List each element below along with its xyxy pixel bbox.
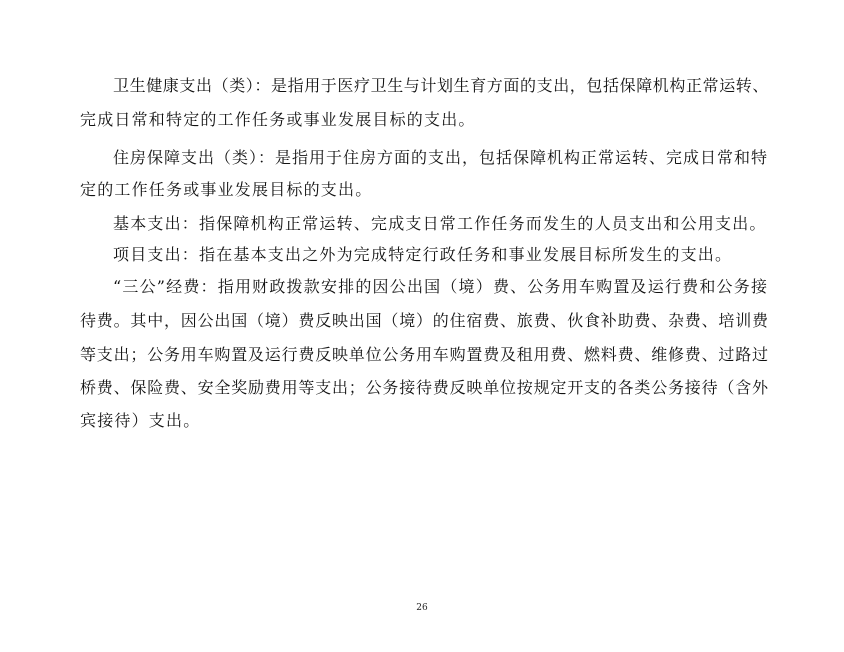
paragraph-health-expenditure-line-2: 完成日常和特定的工作任务或事业发展目标的支出。 (80, 110, 476, 129)
paragraph-housing-expenditure-line-1: 住房保障支出（类）：是指用于住房方面的支出，包括保障机构正常运转、完成日常和特 (113, 148, 769, 167)
paragraph-health-expenditure-line-1: 卫生健康支出（类）：是指用于医疗卫生与计划生育方面的支出，包括保障机构正常运转、 (113, 76, 770, 95)
paragraph-basic-expenditure: 基本支出：指保障机构正常运转、完成支日常工作任务而发生的人员支出和公用支出。 (113, 214, 767, 233)
paragraph-three-public-line-4: 桥费、保险费、安全奖励费用等支出；公务接待费反映单位按规定开支的各类公务接待（含外 (80, 378, 769, 397)
page-number: 26 (416, 603, 428, 613)
paragraph-three-public-line-2: 待费。其中，因公出国（境）费反映出国（境）的住宿费、旅费、伙食补助费、杂费、培训费 (80, 311, 769, 330)
paragraph-three-public-line-3: 等支出；公务用车购置及运行费反映单位公务用车购置费及租用费、燃料费、维修费、过路过 (80, 345, 769, 364)
paragraph-three-public-line-1: “三公”经费：指用财政拨款安排的因公出国（境）费、公务用车购置及运行费和公务接 (113, 277, 769, 296)
paragraph-housing-expenditure-line-2: 定的工作任务或事业发展目标的支出。 (80, 180, 373, 199)
paragraph-three-public-line-5: 宾接待）支出。 (80, 411, 201, 430)
paragraph-project-expenditure: 项目支出：指在基本支出之外为完成特定行政任务和事业发展目标所发生的支出。 (113, 245, 733, 264)
